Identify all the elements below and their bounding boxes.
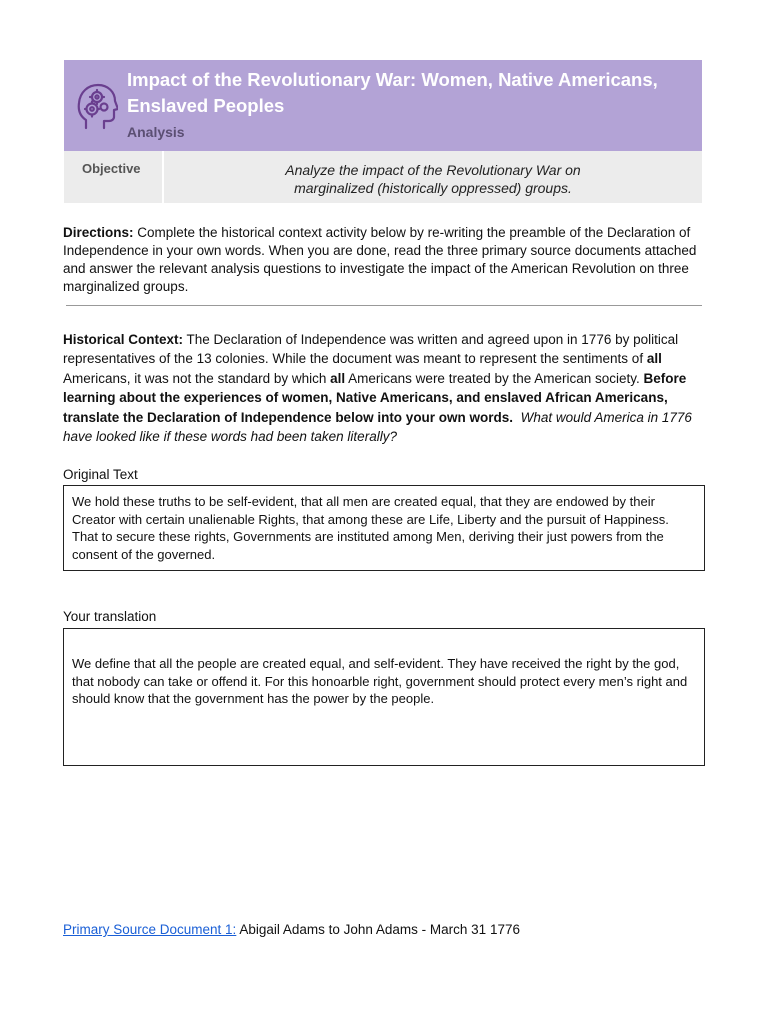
objective-line-1: Analyze the impact of the Revolutionary War on [285,162,581,178]
context-question: What would America in 1776 have looked like if these words had been taken literally? [63,409,692,445]
section-divider [66,305,702,306]
context-text-3: Americans were treated by the American society. [345,370,644,386]
context-all-2: all [330,370,346,386]
page-subtitle: Analysis [127,124,185,140]
context-text-1: The Declaration of Independence was written and agreed upon in 1776 by political representatives of the 13 colonies. While the document was meant to represent the sentiments of [63,332,679,367]
context-instruction: Before learning about the experiences of women, Native Americans, and enslaved African Americans, translate the Declaration of Independence below into your own words. [63,370,687,425]
context-text-2: Americans, it was not the standard by which [63,370,331,386]
objective-line-2: marginalized (historically oppressed) groups. [294,180,572,196]
translation-label: Your translation [63,609,157,624]
directions-label: Directions: [63,225,134,240]
original-text-box: We hold these truths to be self-evident, that all men are created equal, that they are endowed by their Creator with certain unalienable Rights, that among these are Life, Liberty and the pursuit of Happiness. That to secure these rights, Governments are instituted among Men, deriving their just powers from the consent of the governed. [63,485,705,571]
directions-paragraph [63,224,709,296]
translation-text-box[interactable]: We define that all the people are created equal, and self-evident. They have received the right by the god, that nobody can take or offend it. For this honoarble right, government should protect every men’s right and should know that the government has the power by the people. [63,628,705,766]
original-text-label: Original Text [63,467,138,482]
context-all-1: all [646,351,662,367]
head-gears-icon [76,82,118,130]
page-title: Impact of the Revolutionary War: Women, Native Americans, Enslaved Peoples [127,69,658,116]
objective-label: Objective [64,151,164,203]
objective-row [64,151,702,203]
primary-source-description: Abigail Adams to John Adams - March 31 1776 [236,922,520,937]
objective-text [164,151,702,203]
context-label: Historical Context: [63,332,184,347]
directions-text: Complete the historical context activity below by re-writing the preamble of the Declaration of Independence in your own words. When you are done, read the three primary source documents attached and answer the relevant analysis questions to investigate the impact of the American Revolution on three marginalized groups. [63,225,697,294]
header-banner [64,60,702,151]
historical-context-paragraph [63,330,709,446]
primary-source-link[interactable]: Primary Source Document 1: [63,922,237,937]
primary-source-line [63,922,520,937]
